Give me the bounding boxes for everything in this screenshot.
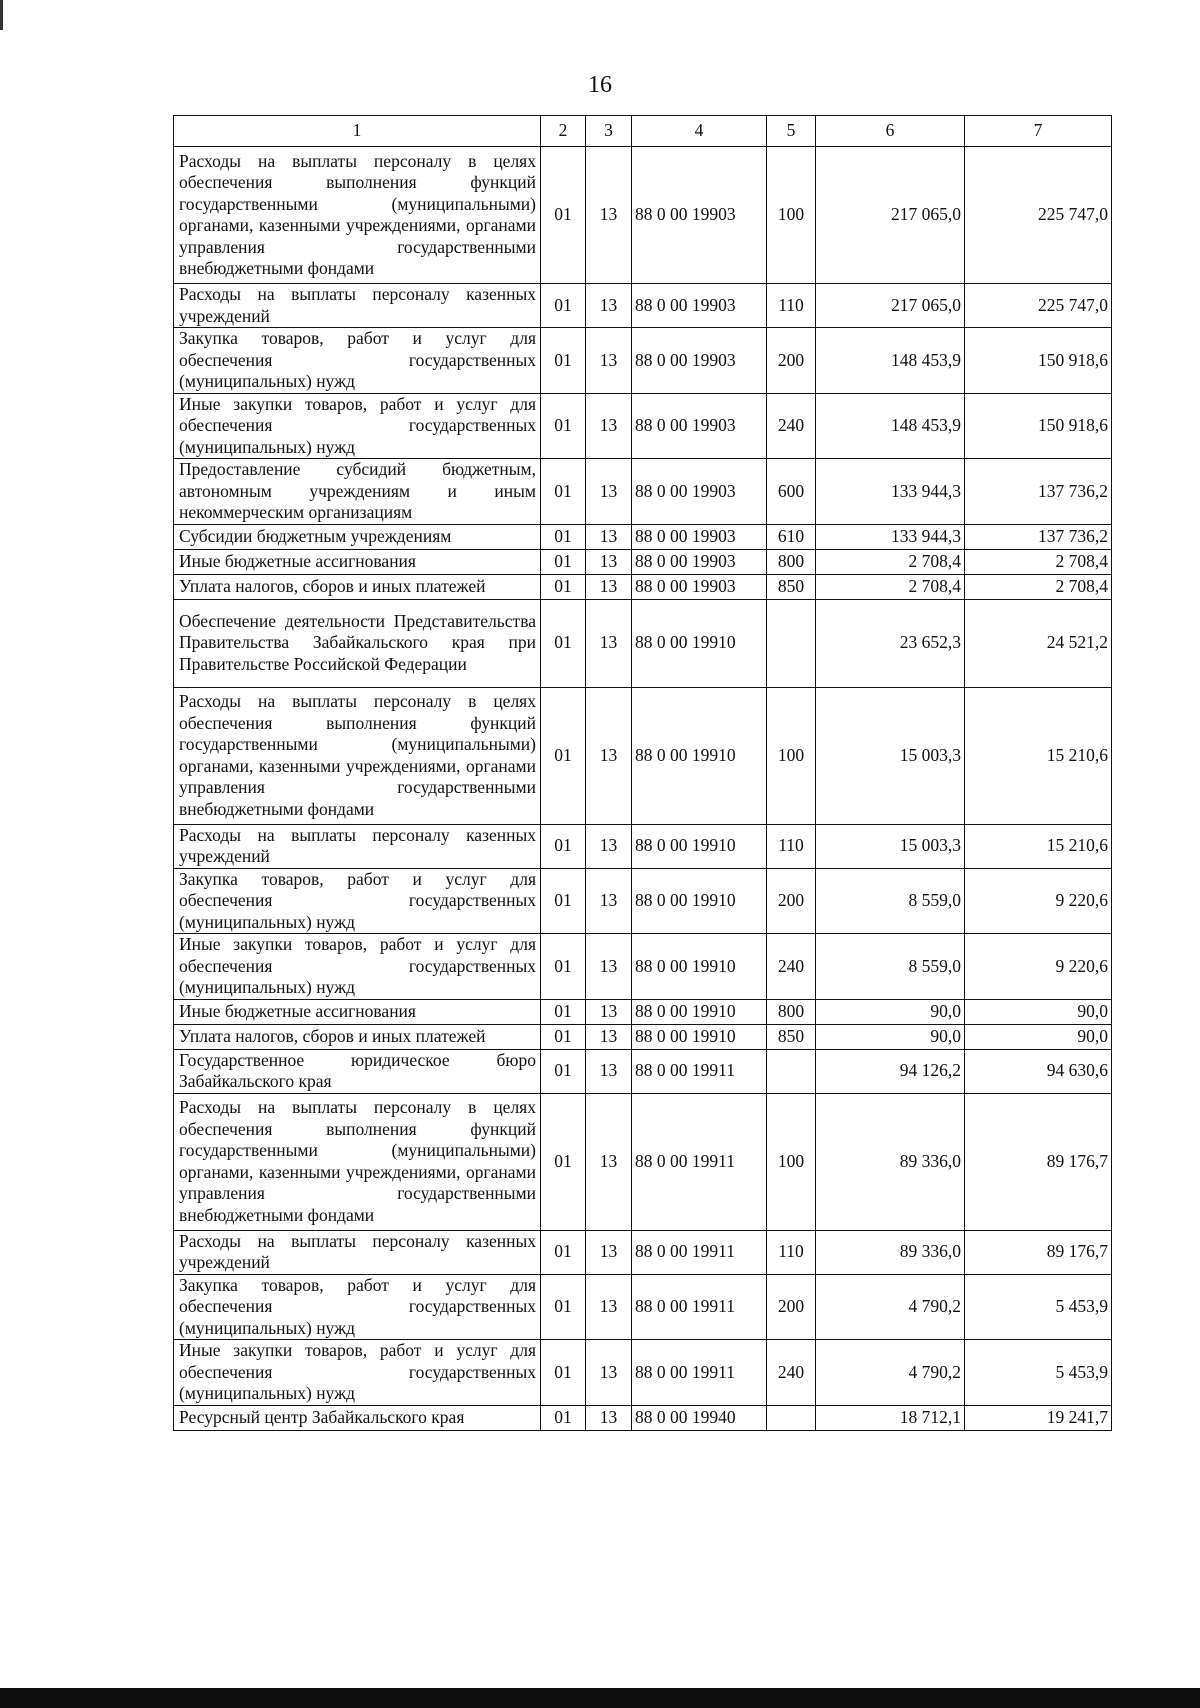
subsection-cell: 13 <box>586 687 632 824</box>
amount-year2-cell: 2 708,4 <box>965 574 1112 599</box>
target-article-cell: 88 0 00 19911 <box>632 1093 767 1230</box>
item-name-cell: Иные закупки товаров, работ и услуг для обеспечения государственных (муниципальных) нужд <box>174 393 541 459</box>
section-cell: 01 <box>541 284 586 328</box>
table-row <box>174 284 1112 328</box>
target-article-cell: 88 0 00 19903 <box>632 284 767 328</box>
target-article-cell: 88 0 00 19903 <box>632 524 767 549</box>
target-article-cell: 88 0 00 19910 <box>632 1024 767 1049</box>
expense-type-cell: 240 <box>767 1340 816 1406</box>
section-cell: 01 <box>541 1049 586 1093</box>
table-row <box>174 824 1112 868</box>
target-article-cell: 88 0 00 19903 <box>632 459 767 525</box>
amount-year2-cell: 89 176,7 <box>965 1230 1112 1274</box>
amount-year1-cell: 90,0 <box>816 1024 965 1049</box>
amount-year2-cell: 89 176,7 <box>965 1093 1112 1230</box>
expense-type-cell: 200 <box>767 868 816 934</box>
target-article-cell: 88 0 00 19910 <box>632 687 767 824</box>
table-row <box>174 147 1112 284</box>
expense-type-cell: 110 <box>767 824 816 868</box>
item-name-cell: Уплата налогов, сборов и иных платежей <box>174 1024 541 1049</box>
header-cell-2: 2 <box>541 116 586 147</box>
table-row <box>174 1049 1112 1093</box>
amount-year2-cell: 5 453,9 <box>965 1274 1112 1340</box>
subsection-cell: 13 <box>586 393 632 459</box>
subsection-cell: 13 <box>586 574 632 599</box>
item-name-cell: Иные закупки товаров, работ и услуг для обеспечения государственных (муниципальных) нужд <box>174 934 541 1000</box>
target-article-cell: 88 0 00 19910 <box>632 824 767 868</box>
amount-year2-cell: 15 210,6 <box>965 824 1112 868</box>
amount-year2-cell: 94 630,6 <box>965 1049 1112 1093</box>
subsection-cell: 13 <box>586 599 632 687</box>
expense-type-cell: 100 <box>767 1093 816 1230</box>
item-name-cell: Закупка товаров, работ и услуг для обеспечения государственных (муниципальных) нужд <box>174 328 541 394</box>
amount-year1-cell: 8 559,0 <box>816 868 965 934</box>
header-cell-3: 3 <box>586 116 632 147</box>
section-cell: 01 <box>541 1340 586 1406</box>
section-cell: 01 <box>541 1230 586 1274</box>
table-row <box>174 524 1112 549</box>
amount-year1-cell: 2 708,4 <box>816 549 965 574</box>
amount-year1-cell: 15 003,3 <box>816 687 965 824</box>
expense-type-cell: 800 <box>767 549 816 574</box>
header-cell-5: 5 <box>767 116 816 147</box>
table-body <box>174 116 1112 1431</box>
table-row <box>174 599 1112 687</box>
amount-year1-cell: 90,0 <box>816 999 965 1024</box>
expense-type-cell: 610 <box>767 524 816 549</box>
expense-type-cell <box>767 1405 816 1430</box>
target-article-cell: 88 0 00 19911 <box>632 1340 767 1406</box>
target-article-cell: 88 0 00 19910 <box>632 599 767 687</box>
target-article-cell: 88 0 00 19940 <box>632 1405 767 1430</box>
section-cell: 01 <box>541 599 586 687</box>
amount-year1-cell: 94 126,2 <box>816 1049 965 1093</box>
amount-year1-cell: 4 790,2 <box>816 1274 965 1340</box>
subsection-cell: 13 <box>586 824 632 868</box>
item-name-cell: Уплата налогов, сборов и иных платежей <box>174 574 541 599</box>
expense-type-cell: 240 <box>767 393 816 459</box>
expense-type-cell: 800 <box>767 999 816 1024</box>
expense-type-cell: 600 <box>767 459 816 525</box>
target-article-cell: 88 0 00 19903 <box>632 147 767 284</box>
table-row <box>174 1405 1112 1430</box>
item-name-cell: Предоставление субсидий бюджетным, автономным учреждениям и иным некоммерческим организациям <box>174 459 541 525</box>
amount-year1-cell: 2 708,4 <box>816 574 965 599</box>
item-name-cell: Расходы на выплаты персоналу в целях обеспечения выполнения функций государственными (муниципальными) органами, казенными учреждениями, органами управления государственными внебюджетными фондами <box>174 687 541 824</box>
section-cell: 01 <box>541 999 586 1024</box>
table-row <box>174 1230 1112 1274</box>
amount-year1-cell: 23 652,3 <box>816 599 965 687</box>
item-name-cell: Закупка товаров, работ и услуг для обеспечения государственных (муниципальных) нужд <box>174 1274 541 1340</box>
amount-year2-cell: 19 241,7 <box>965 1405 1112 1430</box>
expense-type-cell: 100 <box>767 687 816 824</box>
target-article-cell: 88 0 00 19903 <box>632 393 767 459</box>
amount-year2-cell: 137 736,2 <box>965 459 1112 525</box>
subsection-cell: 13 <box>586 1230 632 1274</box>
item-name-cell: Расходы на выплаты персоналу казенных учреждений <box>174 1230 541 1274</box>
item-name-cell: Расходы на выплаты персоналу казенных учреждений <box>174 824 541 868</box>
amount-year1-cell: 133 944,3 <box>816 524 965 549</box>
section-cell: 01 <box>541 1405 586 1430</box>
section-cell: 01 <box>541 574 586 599</box>
scan-edge-mark <box>0 0 3 30</box>
amount-year2-cell: 24 521,2 <box>965 599 1112 687</box>
amount-year2-cell: 150 918,6 <box>965 328 1112 394</box>
subsection-cell: 13 <box>586 1405 632 1430</box>
target-article-cell: 88 0 00 19910 <box>632 999 767 1024</box>
subsection-cell: 13 <box>586 1274 632 1340</box>
amount-year2-cell: 9 220,6 <box>965 934 1112 1000</box>
section-cell: 01 <box>541 549 586 574</box>
header-cell-7: 7 <box>965 116 1112 147</box>
amount-year2-cell: 225 747,0 <box>965 284 1112 328</box>
amount-year2-cell: 9 220,6 <box>965 868 1112 934</box>
table-row <box>174 868 1112 934</box>
item-name-cell: Расходы на выплаты персоналу в целях обеспечения выполнения функций государственными (муниципальными) органами, казенными учреждениями, органами управления государственными внебюджетными фондами <box>174 1093 541 1230</box>
subsection-cell: 13 <box>586 459 632 525</box>
expense-type-cell: 850 <box>767 1024 816 1049</box>
expense-type-cell: 850 <box>767 574 816 599</box>
expense-type-cell: 110 <box>767 284 816 328</box>
target-article-cell: 88 0 00 19903 <box>632 549 767 574</box>
section-cell: 01 <box>541 1093 586 1230</box>
target-article-cell: 88 0 00 19903 <box>632 328 767 394</box>
amount-year1-cell: 148 453,9 <box>816 328 965 394</box>
table-row <box>174 328 1112 394</box>
item-name-cell: Ресурсный центр Забайкальского края <box>174 1405 541 1430</box>
amount-year1-cell: 217 065,0 <box>816 284 965 328</box>
table-row <box>174 1340 1112 1406</box>
table-row <box>174 934 1112 1000</box>
target-article-cell: 88 0 00 19911 <box>632 1049 767 1093</box>
subsection-cell: 13 <box>586 1093 632 1230</box>
subsection-cell: 13 <box>586 1049 632 1093</box>
table-row <box>174 1274 1112 1340</box>
expense-type-cell <box>767 599 816 687</box>
target-article-cell: 88 0 00 19910 <box>632 868 767 934</box>
page-number: 16 <box>588 72 612 98</box>
amount-year1-cell: 4 790,2 <box>816 1340 965 1406</box>
expense-type-cell: 200 <box>767 328 816 394</box>
header-cell-6: 6 <box>816 116 965 147</box>
section-cell: 01 <box>541 1274 586 1340</box>
amount-year2-cell: 225 747,0 <box>965 147 1112 284</box>
section-cell: 01 <box>541 459 586 525</box>
expense-type-cell: 100 <box>767 147 816 284</box>
subsection-cell: 13 <box>586 524 632 549</box>
table-row <box>174 999 1112 1024</box>
target-article-cell: 88 0 00 19911 <box>632 1274 767 1340</box>
amount-year1-cell: 217 065,0 <box>816 147 965 284</box>
expense-type-cell: 200 <box>767 1274 816 1340</box>
item-name-cell: Закупка товаров, работ и услуг для обеспечения государственных (муниципальных) нужд <box>174 868 541 934</box>
section-cell: 01 <box>541 524 586 549</box>
header-cell-1: 1 <box>174 116 541 147</box>
item-name-cell: Иные бюджетные ассигнования <box>174 549 541 574</box>
table-row <box>174 687 1112 824</box>
budget-table <box>173 115 1112 1431</box>
amount-year1-cell: 18 712,1 <box>816 1405 965 1430</box>
amount-year2-cell: 15 210,6 <box>965 687 1112 824</box>
amount-year1-cell: 133 944,3 <box>816 459 965 525</box>
subsection-cell: 13 <box>586 1024 632 1049</box>
section-cell: 01 <box>541 147 586 284</box>
subsection-cell: 13 <box>586 549 632 574</box>
subsection-cell: 13 <box>586 284 632 328</box>
target-article-cell: 88 0 00 19911 <box>632 1230 767 1274</box>
target-article-cell: 88 0 00 19910 <box>632 934 767 1000</box>
subsection-cell: 13 <box>586 147 632 284</box>
table-row <box>174 459 1112 525</box>
expense-type-cell <box>767 1049 816 1093</box>
item-name-cell: Субсидии бюджетным учреждениям <box>174 524 541 549</box>
header-cell-4: 4 <box>632 116 767 147</box>
amount-year2-cell: 2 708,4 <box>965 549 1112 574</box>
table-row <box>174 574 1112 599</box>
amount-year2-cell: 5 453,9 <box>965 1340 1112 1406</box>
section-cell: 01 <box>541 868 586 934</box>
target-article-cell: 88 0 00 19903 <box>632 574 767 599</box>
section-cell: 01 <box>541 1024 586 1049</box>
amount-year1-cell: 8 559,0 <box>816 934 965 1000</box>
table-row <box>174 393 1112 459</box>
item-name-cell: Расходы на выплаты персоналу казенных учреждений <box>174 284 541 328</box>
item-name-cell: Обеспечение деятельности Представительства Правительства Забайкальского края при Правительстве Российской Федерации <box>174 599 541 687</box>
amount-year2-cell: 90,0 <box>965 999 1112 1024</box>
table-row <box>174 1093 1112 1230</box>
section-cell: 01 <box>541 393 586 459</box>
amount-year2-cell: 150 918,6 <box>965 393 1112 459</box>
table-header-row <box>174 116 1112 147</box>
expense-type-cell: 240 <box>767 934 816 1000</box>
section-cell: 01 <box>541 328 586 394</box>
subsection-cell: 13 <box>586 1340 632 1406</box>
amount-year1-cell: 15 003,3 <box>816 824 965 868</box>
item-name-cell: Иные закупки товаров, работ и услуг для обеспечения государственных (муниципальных) нужд <box>174 1340 541 1406</box>
amount-year1-cell: 89 336,0 <box>816 1230 965 1274</box>
expense-type-cell: 110 <box>767 1230 816 1274</box>
item-name-cell: Иные бюджетные ассигнования <box>174 999 541 1024</box>
subsection-cell: 13 <box>586 868 632 934</box>
item-name-cell: Расходы на выплаты персоналу в целях обеспечения выполнения функций государственными (муниципальными) органами, казенными учреждениями, органами управления государственными внебюджетными фондами <box>174 147 541 284</box>
table-row <box>174 549 1112 574</box>
subsection-cell: 13 <box>586 934 632 1000</box>
amount-year2-cell: 90,0 <box>965 1024 1112 1049</box>
amount-year1-cell: 89 336,0 <box>816 1093 965 1230</box>
amount-year2-cell: 137 736,2 <box>965 524 1112 549</box>
subsection-cell: 13 <box>586 999 632 1024</box>
subsection-cell: 13 <box>586 328 632 394</box>
item-name-cell: Государственное юридическое бюро Забайкальского края <box>174 1049 541 1093</box>
section-cell: 01 <box>541 824 586 868</box>
scan-bottom-border <box>0 1688 1200 1708</box>
table-row <box>174 1024 1112 1049</box>
amount-year1-cell: 148 453,9 <box>816 393 965 459</box>
section-cell: 01 <box>541 934 586 1000</box>
section-cell: 01 <box>541 687 586 824</box>
